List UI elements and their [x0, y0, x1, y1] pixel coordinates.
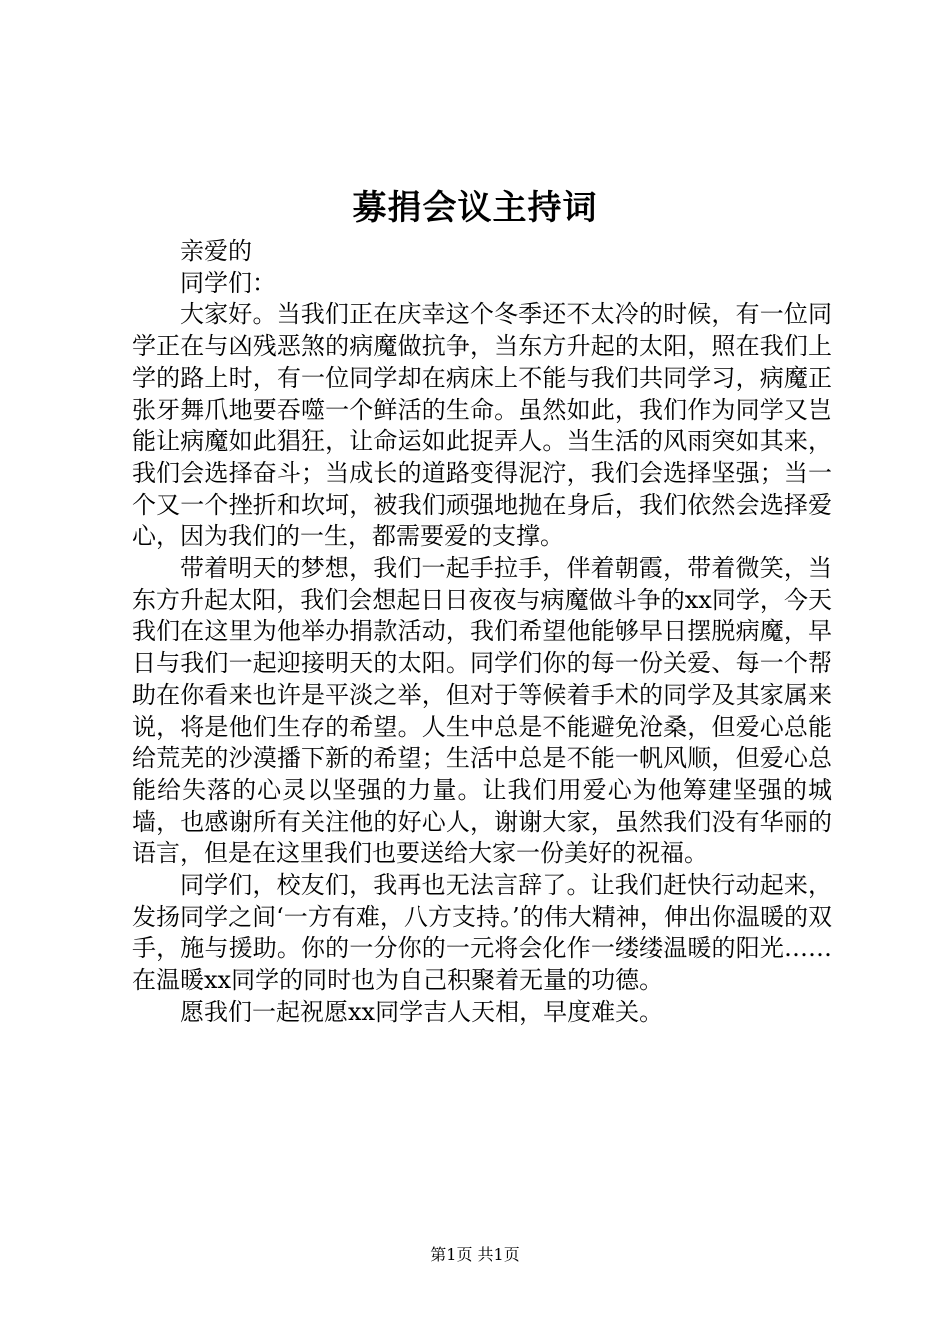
- document-body: [132, 236, 832, 1029]
- paragraph-4: 愿我们一起祝愿xx同学吉人天相，早度难关。: [180, 997, 664, 1026]
- salutation-line-2: 同学们：: [180, 268, 276, 297]
- salutation-line-1: 亲爱的: [180, 237, 252, 265]
- document-title: 募捐会议主持词: [352, 188, 598, 228]
- page-number-footer: 第1页 共1页: [430, 1245, 520, 1264]
- paragraph-3: 同学们，校友们，我再也无法言辞了。让我们赶快行动起来，发扬同学之间‘一方有难，八方支持。’的伟大精神，伸出你温暖的双手，施与援助。你的一分你的一元将会化作一缕缕温暖的阳光……在温暖xx同学的同时也为自己积聚着无量的功德。: [132, 871, 832, 995]
- paragraph-2: 带着明天的梦想，我们一起手拉手，伴着朝霞，带着微笑，当东方升起太阳，我们会想起日日夜夜与病魔做斗争的xx同学，今天我们在这里为他举办捐款活动，我们希望他能够早日摆脱病魔，早日与我们一起迎接明天的太阳。同学们你的每一份关爱、每一个帮助在你看来也许是平淡之举，但对于等候着手术的同学及其家属来说，将是他们生存的希望。人生中总是不能避免沧桑，但爱心总能给荒芜的沙漠播下新的希望；生活中总是不能一帆风顺，但爱心总能给失落的心灵以坚强的力量。让我们用爱心为他筹建坚强的城墙，也感谢所有关注他的好心人，谢谢大家，虽然我们没有华丽的语言，但是在这里我们也要送给大家一份美好的祝福。: [132, 554, 832, 868]
- paragraph-1: 大家好。当我们正在庆幸这个冬季还不太冷的时候，有一位同学正在与凶残恶煞的病魔做抗争，当东方升起的太阳，照在我们上学的路上时，有一位同学却在病床上不能与我们共同学习，病魔正张牙舞爪地要吞噬一个鲜活的生命。虽然如此，我们作为同学又岂能让病魔如此猖狂，让命运如此捉弄人。当生活的风雨突如其来，我们会选择奋斗；当成长的道路变得泥泞，我们会选择坚强；当一个又一个挫折和坎坷，被我们顽强地抛在身后，我们依然会选择爱心，因为我们的一生，都需要爱的支撑。: [132, 300, 832, 551]
